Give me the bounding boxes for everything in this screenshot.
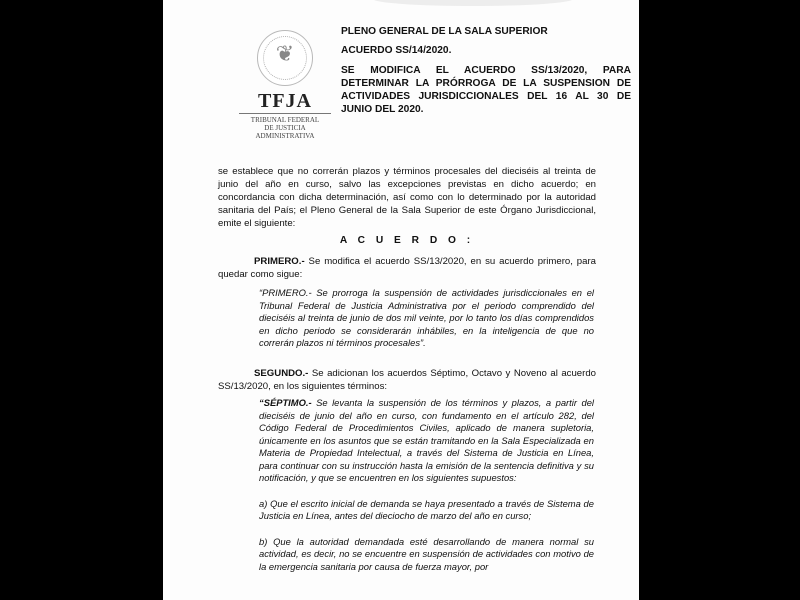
coat-of-arms-seal-icon bbox=[257, 30, 313, 86]
quote-septimo-label: “SÉPTIMO.- bbox=[259, 397, 312, 408]
article-segundo bbox=[218, 367, 596, 393]
issuing-body: PLENO GENERAL DE LA SALA SUPERIOR bbox=[341, 26, 548, 37]
intro-paragraph: se establece que no correrán plazos y términos procesales del dieciséis al treinta de junio del año en curso, salvo las excepciones previstas en dicho acuerdo; en concordancia con dicha determinación, así como con lo determinado por la autoridad sanitaria del País; el Pleno General de la Sala Superior de este Órgano Jurisdiccional, emite el siguiente: bbox=[218, 166, 596, 229]
agreement-number: ACUERDO SS/14/2020. bbox=[341, 45, 452, 56]
agreement-summary: SE MODIFICA EL ACUERDO SS/13/2020, PARA DETERMINAR LA PRÓRROGA DE LA SUSPENSION DE ACTIVIDADES JURISDICCIONALES DEL 16 AL 30 DE JUNIO DEL 2020. bbox=[341, 65, 631, 115]
quote-septimo-text: Se levanta la suspensión de los términos y plazos, a partir del dieciséis de junio del año en curso, con fundamento en el artículo 282, del Código Federal de Procedimientos Civiles, aplicado de manera supletoria, únicamente en los asuntos que se están tramitando en la Sala Especializada en Materia de Propiedad Intelectual, a través del Sistema de Justicia en Línea, para continuar con su instrucción hasta la emisión de la sentencia definitiva y su notificación, y que se encuentren en los siguientes supuestos: bbox=[259, 397, 594, 483]
article-segundo-text: Se adicionan los acuerdos Séptimo, Octavo y Noveno al acuerdo SS/13/2020, en los siguientes términos: bbox=[218, 368, 596, 392]
logo-subtitle-line-1: TRIBUNAL FEDERAL bbox=[250, 116, 320, 124]
quote-primero: “PRIMERO.- Se prorroga la suspensión de actividades jurisdiccionales en el Tribunal Federal de Justicia Administrativa por el periodo comprendido del dieciséis al treinta de junio de dos mil veinte, por lo tanto los días comprendidos en dicho periodo se considerarán inhábiles, en la inteligencia de que no correrán plazos ni términos procesales”. bbox=[259, 287, 594, 348]
article-primero bbox=[218, 255, 596, 281]
logo-subtitle bbox=[239, 113, 331, 140]
section-title: A C U E R D O : bbox=[339, 235, 475, 246]
eagle-icon: ❦ bbox=[275, 41, 295, 66]
article-segundo-label: SEGUNDO.- bbox=[254, 368, 309, 379]
document-page bbox=[163, 0, 639, 600]
list-item-b: b) Que la autoridad demandada esté desarrollando de manera normal su actividad, es decir, no se encuentre en suspensión de actividades con motivo de la emergencia sanitaria por causa de fuerza mayor, por bbox=[259, 535, 594, 572]
quote-septimo-paragraph bbox=[259, 397, 594, 485]
letterhead-logo bbox=[235, 30, 335, 140]
article-primero-label: PRIMERO.- bbox=[254, 256, 305, 267]
list-item-a: a) Que el escrito inicial de demanda se haya presentado a través de Sistema de Justicia en Línea, antes del dieciocho de marzo del año en curso; bbox=[259, 497, 594, 521]
logo-text: TFJA bbox=[258, 90, 312, 112]
logo-subtitle-line-2: DE JUSTICIA ADMINISTRATIVA bbox=[255, 124, 315, 140]
page-edge-shadow bbox=[373, 0, 573, 6]
article-primero-text: Se modifica el acuerdo SS/13/2020, en su acuerdo primero, para quedar como sigue: bbox=[218, 256, 596, 280]
quote-septimo bbox=[259, 397, 594, 586]
